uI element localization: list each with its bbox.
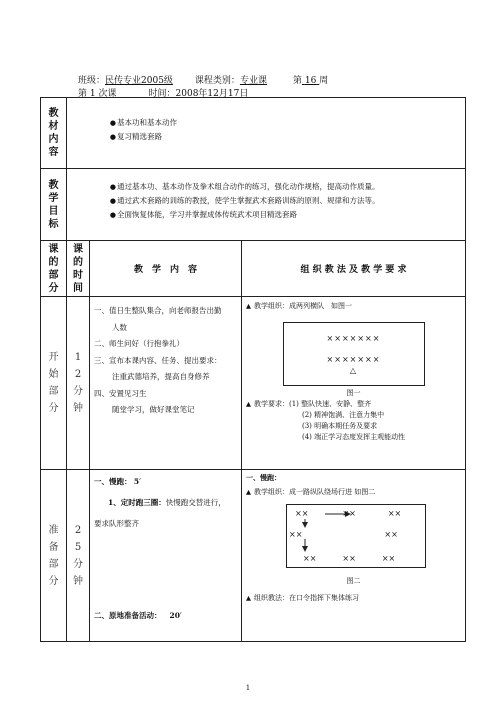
goal-item: ● 通过基本功、基本动作及拳术组合动作的练习，强化动作规格，提高动作质量。 xyxy=(67,180,465,194)
start-req-intro: ▲ 教学要求：(1) 整队快速、安静、整齐 xyxy=(246,399,461,410)
start-req-item: (2) 精神饱满、注意力集中 xyxy=(302,411,385,419)
start-method-cell xyxy=(242,297,466,470)
start-line: 人数 xyxy=(112,322,127,332)
prep-part-cell xyxy=(41,470,67,642)
start-line: 注重武德培养，提高自身修养 xyxy=(112,372,210,381)
goal-list xyxy=(67,180,465,222)
prep-r-title: 一、慢跑： xyxy=(246,473,281,482)
content-items-cell xyxy=(67,98,466,169)
course-value: 专业课 xyxy=(239,76,267,86)
session-value: 1 xyxy=(89,89,96,99)
start-content-cell xyxy=(90,297,242,470)
start-req-item: (4) 端正学习态度发挥主观能动性 xyxy=(302,433,406,441)
goal-item: ● 全面恢复体能，学习并掌握成体传统武术项目精选套路 xyxy=(67,208,465,222)
warmup-heading: 二、原地准备活动： 20′ xyxy=(94,611,182,620)
jog-heading: 一、慢跑： 5′ xyxy=(94,477,142,486)
prep-part: 准 备 部 分 xyxy=(48,524,59,587)
figure-2-row: ×× ×× ×× xyxy=(295,509,402,518)
head-content: 教 学 内 容 xyxy=(133,265,197,275)
start-part-cell xyxy=(41,297,67,470)
figure-2-label: 图二 xyxy=(346,577,361,585)
head-method-cell xyxy=(242,241,466,297)
drill-line: 1、定时跑三圈：快慢跑交替进行， xyxy=(108,498,226,507)
prep-org-line: ▲ 教学组织：成一路纵队绕场行进 如图二 xyxy=(246,487,461,498)
course-label: 课程类别： xyxy=(194,76,240,86)
week-label: 第 xyxy=(292,76,302,86)
time-label: 时间： xyxy=(148,89,176,99)
start-time: 1 2 分 钟 xyxy=(73,352,83,414)
drill-line-2: 要求队形整齐 xyxy=(94,519,139,528)
start-org-line: ▲ 教学组织：成两列横队 如图一 xyxy=(246,301,461,312)
content-item: ● 基本功和基本动作 xyxy=(67,116,465,130)
figure-1-row: ××××××× xyxy=(326,334,381,343)
start-line: 二、师生问好（行抱拳礼） xyxy=(94,339,184,348)
start-content xyxy=(90,297,241,423)
prep-method xyxy=(242,470,465,607)
head-method: 组 织 教 法 及 教 学 要 求 xyxy=(300,265,407,275)
start-line: 随堂学习，做好课堂笔记 xyxy=(112,405,195,414)
figure-2-box xyxy=(286,504,426,568)
figure-1-label: 图一 xyxy=(346,389,361,397)
time-value: 2008年12月17日 xyxy=(175,89,249,99)
teacher-marker: △ xyxy=(349,366,358,375)
prep-time-cell xyxy=(67,470,90,642)
start-line: 一、值日生整队集合，向老师报告出勤 xyxy=(94,306,222,315)
head-part: 课 的 部 分 xyxy=(48,243,59,294)
session-unit: 次课 xyxy=(98,89,117,99)
content-label-cell xyxy=(41,98,67,169)
prep-content xyxy=(90,470,241,535)
goal-label-cell xyxy=(41,169,67,241)
goal-items-cell xyxy=(67,169,466,241)
header-line-1 xyxy=(78,73,328,86)
head-time: 课 的 时 间 xyxy=(73,243,83,294)
head-part-cell xyxy=(41,241,67,297)
content-item: ● 复习精选套路 xyxy=(67,130,465,144)
figure-1-row: ××××××× xyxy=(326,355,381,364)
goal-label: 教 学 目 标 xyxy=(48,179,59,230)
prep-time: 2 5 分 钟 xyxy=(73,524,83,587)
prep-content-cell xyxy=(90,470,242,642)
figure-2-row: ×× ×× ×× xyxy=(303,554,396,563)
prep-org2-line: ▲ 组织教法：在口令指挥下集体练习 xyxy=(246,593,461,604)
start-req-item: (3) 明确本期任务及要求 xyxy=(302,422,378,430)
figure-2-row: ×× ×× xyxy=(289,530,398,539)
prep-method-cell xyxy=(242,470,466,642)
head-content-cell xyxy=(90,241,242,297)
week-value: 16 xyxy=(304,76,317,86)
class-label: 班级： xyxy=(78,76,106,86)
class-value: 民传专业2005级 xyxy=(105,76,173,86)
session-label: 第 xyxy=(78,89,88,99)
start-method xyxy=(242,297,465,446)
figure-1-box xyxy=(283,322,425,386)
start-line: 三、宣布本课内容、任务、提出要求： xyxy=(94,355,222,365)
start-time-cell xyxy=(67,297,90,470)
content-list xyxy=(67,116,465,144)
head-time-cell xyxy=(67,241,90,297)
goal-item: ● 通过武术套路的训练的教授，使学生掌握武术套路训练的原则、规律和方法等。 xyxy=(67,194,465,208)
start-part: 开 始 部 分 xyxy=(48,352,59,414)
start-line: 四、安置见习生 xyxy=(94,388,147,398)
week-unit: 周 xyxy=(319,76,329,86)
page-number: 1 xyxy=(245,684,251,692)
lesson-plan-table xyxy=(40,97,466,642)
content-label: 教 材 内 容 xyxy=(48,108,59,158)
